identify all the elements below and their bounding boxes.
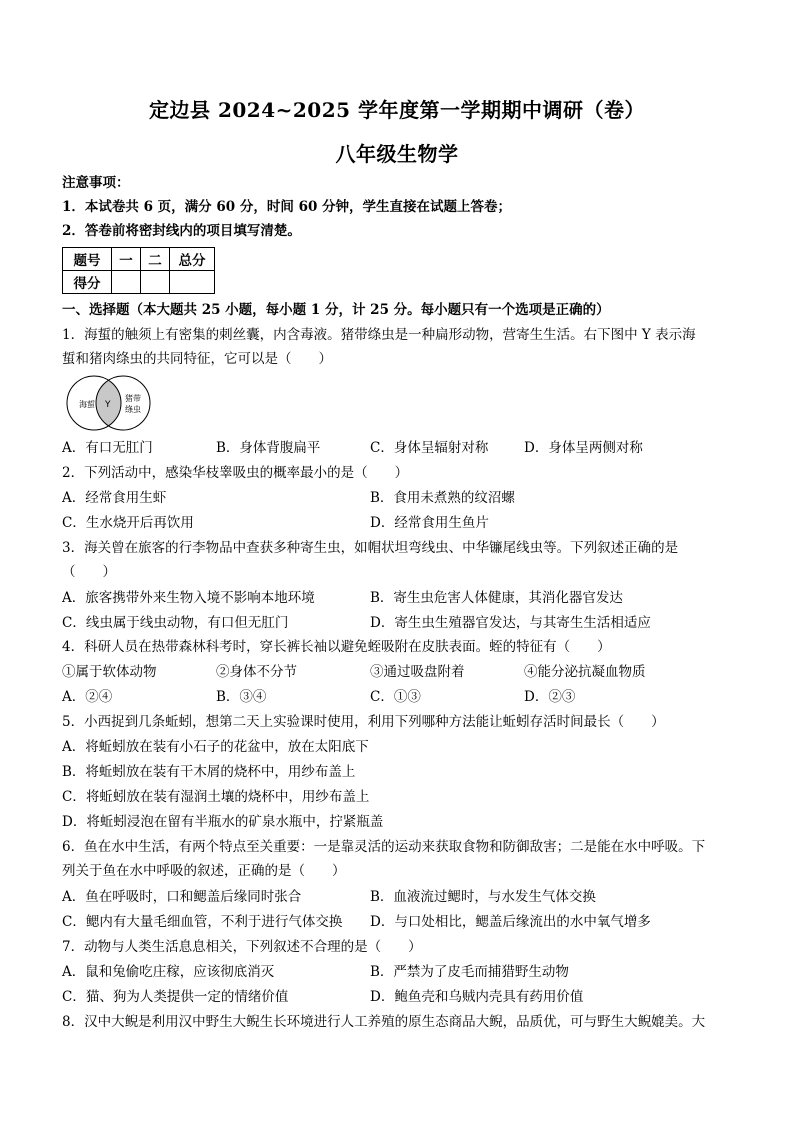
q5-option-d: D．将蚯蚓浸泡在留有半瓶水的矿泉水瓶中，拧紧瓶盖 [62, 814, 384, 830]
q2-option-d: D．经常食用生鱼片 [370, 515, 489, 531]
q4-option-c: C．①③ [370, 689, 421, 705]
score-cell-label: 得分 [63, 271, 112, 294]
q4-feature-3: ③通过吸盘附着 [370, 664, 465, 680]
q5-stem: 5．小西捉到几条蚯蚓，想第二天上实验课时使用，利用下列哪种方法能让蚯蚓存活时间最长（ ） [62, 714, 665, 730]
notice-item-1: 1．本试卷共 6 页，满分 60 分，时间 60 分钟，学生直接在试题上答卷； [62, 199, 512, 215]
score-cell-empty [170, 271, 215, 294]
score-table-value-row [63, 271, 215, 294]
q6-option-c: C．鳃内有大量毛细血管，不利于进行气体交换 [62, 914, 343, 930]
score-cell-label: 题号 [63, 248, 112, 271]
q1-option-c: C．身体呈辐射对称 [370, 440, 489, 456]
q5-option-a: A．将蚯蚓放在装有小石子的花盆中，放在太阳底下 [62, 739, 369, 755]
notice-item-2: 2．答卷前将密封线内的项目填写清楚。 [62, 223, 301, 239]
q1-option-a: A．有口无肛门 [62, 440, 153, 456]
q7-option-c: C．猫、狗为人类提供一定的情绪价值 [62, 989, 289, 1005]
venn-right-label-1: 猪带 [125, 394, 141, 403]
exam-subtitle: 八年级生物学 [335, 142, 459, 166]
q7-option-d: D．鲍鱼壳和乌贼内壳具有药用价值 [370, 989, 584, 1005]
q7-stem: 7．动物与人类生活息息相关，下列叙述不合理的是（ ） [62, 939, 422, 955]
q3-option-b: B．寄生虫危害人体健康，其消化器官发达 [370, 590, 623, 606]
q3-stem-line1: 3．海关曾在旅客的行李物品中查获多种寄生虫，如帽状坦弯线虫、中华镰尾线虫等。下列叙述正确的是 [62, 540, 679, 556]
q4-option-b: B．③④ [216, 689, 267, 705]
q3-option-d: D．寄生虫生殖器官发达，与其寄生生活相适应 [370, 615, 651, 631]
q3-option-c: C．线虫属于线虫动物，有口但无肛门 [62, 615, 289, 631]
venn-right-label-2: 绦虫 [125, 405, 141, 414]
q6-stem-line2: 列关于鱼在水中呼吸的叙述，正确的是（ ） [62, 863, 346, 879]
q7-option-b: B．严禁为了皮毛而捕猎野生动物 [370, 964, 569, 980]
score-cell-empty [112, 271, 141, 294]
notice-heading: 注意事项： [62, 175, 130, 191]
exam-title: 定边县 2024~2025 学年度第一学期期中调研（卷） [148, 98, 645, 122]
q4-stem: 4．科研人员在热带森林科考时，穿长裤长袖以避免蛭吸附在皮肤表面。蛭的特征有（ ） [62, 639, 611, 655]
venn-center-label: Y [105, 400, 111, 410]
q5-option-c: C．将蚯蚓放在装有湿润土壤的烧杯中，用纱布盖上 [62, 789, 370, 805]
score-cell-section1: 一 [112, 248, 141, 271]
q1-stem-line1: 1．海蜇的触须上有密集的刺丝囊，内含毒液。猪带绦虫是一种扁形动物，营寄生生活。右下图中 Y 表示海 [62, 327, 696, 343]
q6-stem-line1: 6．鱼在水中生活，有两个特点至关重要：一是靠灵活的运动来获取食物和防御敌害；二是能在水中呼吸。下 [62, 839, 706, 855]
score-table-header-row [63, 248, 215, 271]
score-cell-total: 总分 [170, 248, 215, 271]
q6-option-d: D．与口处相比，鳃盖后缘流出的水中氧气增多 [370, 914, 651, 930]
q1-option-b: B．身体背腹扁平 [216, 440, 321, 456]
venn-diagram [64, 374, 154, 432]
q1-option-d: D．身体呈两侧对称 [524, 440, 643, 456]
q2-stem: 2．下列活动中，感染华枝睾吸虫的概率最小的是（ ） [62, 465, 409, 481]
section1-heading: 一、选择题（本大题共 25 小题，每小题 1 分，计 25 分。每小题只有一个选项是正确的） [62, 302, 610, 318]
q5-option-b: B．将蚯蚓放在装有干木屑的烧杯中，用纱布盖上 [62, 764, 356, 780]
q2-option-b: B．食用未煮熟的纹沼螺 [370, 490, 515, 506]
venn-left-label: 海蜇 [79, 400, 95, 409]
score-table [62, 247, 215, 294]
q2-option-a: A．经常食用生虾 [62, 490, 167, 506]
q4-feature-2: ②身体不分节 [216, 664, 297, 680]
q3-option-a: A．旅客携带外来生物入境不影响本地环境 [62, 590, 315, 606]
q3-stem-line2: （ ） [62, 564, 116, 580]
q6-option-b: B．血液流过鳃时，与水发生气体交换 [370, 889, 596, 905]
q4-option-a: A．②④ [62, 689, 113, 705]
q4-feature-4: ④能分泌抗凝血物质 [524, 664, 646, 680]
q2-option-c: C．生水烧开后再饮用 [62, 515, 194, 531]
q4-feature-1: ①属于软体动物 [62, 664, 157, 680]
q1-stem-line2: 蜇和猪肉绦虫的共同特征，它可以是（ ） [62, 351, 332, 367]
q6-option-a: A．鱼在呼吸时，口和鳃盖后缘同时张合 [62, 889, 302, 905]
score-cell-section2: 二 [141, 248, 170, 271]
q8-stem-line1: 8．汉中大鲵是利用汉中野生大鲵生长环境进行人工养殖的原生态商品大鲵，品质优，可与野生大鲵媲美。大 [62, 1014, 706, 1030]
q4-option-d: D．②③ [524, 689, 576, 705]
score-cell-empty [141, 271, 170, 294]
q7-option-a: A．鼠和兔偷吃庄稼，应该彻底消灭 [62, 964, 275, 980]
